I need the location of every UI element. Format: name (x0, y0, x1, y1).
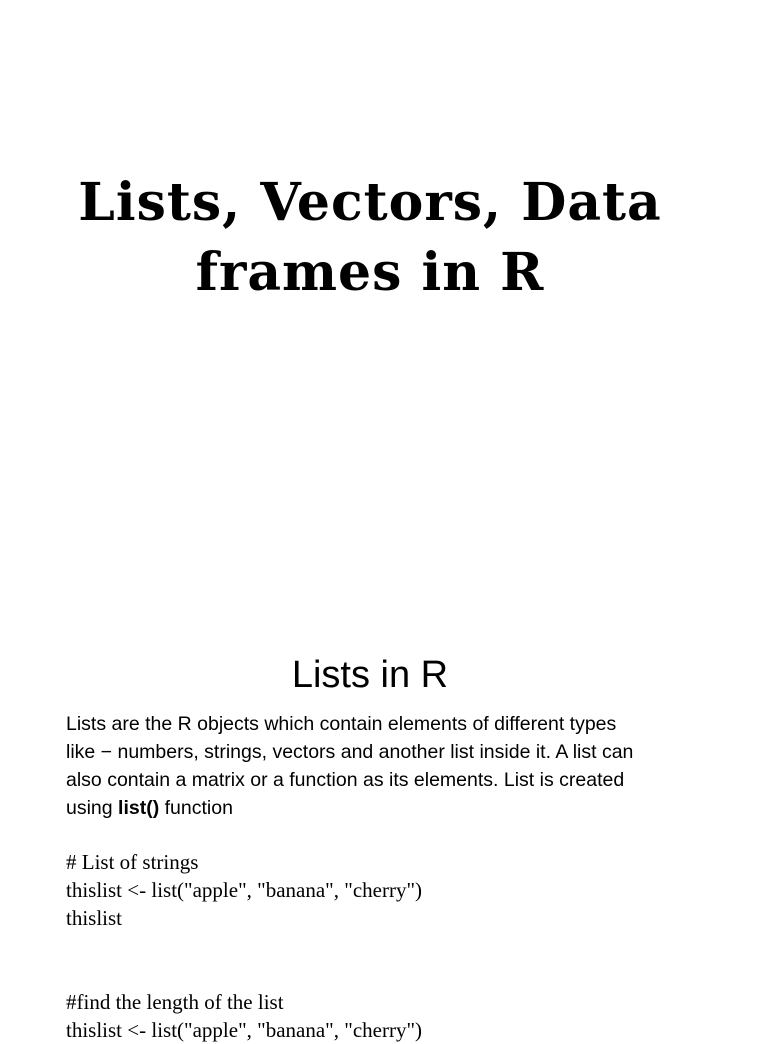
paragraph-line-2: like − numbers, strings, vectors and another list inside it. A list can (66, 741, 634, 763)
code-line: thislist <- list("apple", "banana", "cherry") (66, 1018, 423, 1042)
title-line-2: frames in R (195, 242, 545, 303)
list-function-keyword: list() (118, 797, 160, 819)
title-line-1: Lists, Vectors, Data (78, 172, 662, 233)
paragraph-line-4-prefix: using (66, 797, 119, 819)
paragraph-line-1: Lists are the R objects which contain elements of different types (66, 713, 617, 735)
code-line: #find the length of the list (66, 990, 284, 1014)
code-line: # List of strings (66, 850, 199, 874)
code-block-list-length (66, 988, 706, 1044)
paragraph-line-4-suffix: function (159, 797, 233, 819)
lists-slide (0, 640, 768, 1042)
page-title (40, 168, 700, 308)
code-block-list-of-strings (66, 848, 706, 932)
description-paragraph (66, 710, 706, 822)
paragraph-line-3: also contain a matrix or a function as its elements. List is created (66, 769, 625, 791)
section-heading: Lists in R (291, 654, 449, 696)
code-line: thislist (66, 906, 123, 930)
paragraph-line-4 (66, 794, 706, 822)
code-line: thislist <- list("apple", "banana", "cherry") (66, 878, 423, 902)
